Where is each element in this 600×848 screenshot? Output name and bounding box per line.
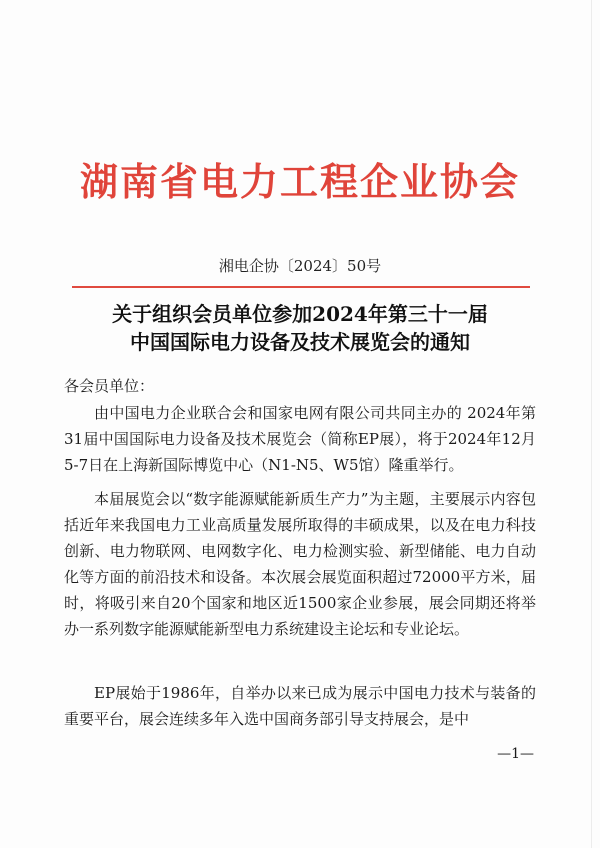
title-line-2: 中国国际电力设备及技术展览会的通知 xyxy=(130,330,470,354)
body-paragraph-1: 由中国电力企业联合会和国家电网有限公司共同主办的 2024年第31届中国国际电力设备及技术展览会（简称EP展），将于2024年12月5-7日在上海新国际博览中心（N1-N5、W5馆）隆重举行。 xyxy=(64,404,536,474)
body-paragraph-3: EP展始于1986年，自举办以来已成为展示中国电力技术与装备的重要平台，展会连续多年入选中国商务部引导支持展会，是中 xyxy=(64,684,536,728)
body-paragraph-2: 本届展览会以“数字能源赋能新质生产力”为主题，主要展示内容包括近年来我国电力工业高质量发展所取得的丰硕成果，以及在电力科技创新、电力物联网、电网数字化、电力检测实验、新型储能、电力自动化等方面的前沿技术和设备。本次展会展览面积超过72000平方米，届时，将吸引来自20个国家和地区近1500家企业参展，展会同期还将举办一系列数字能源赋能新型电力系统建设主论坛和专业论坛。 xyxy=(64,490,536,638)
page-edge xyxy=(591,0,592,848)
title-line-1: 关于组织会员单位参加2024年第三十一届 xyxy=(112,302,488,326)
notice-title xyxy=(0,300,600,356)
page-number: —1— xyxy=(497,746,534,762)
red-divider-line xyxy=(72,286,530,288)
organization-header: 湖南省电力工程企业协会 xyxy=(79,159,520,204)
document-number: 湘电企协〔2024〕50号 xyxy=(218,257,382,275)
salutation: 各会员单位： xyxy=(64,377,155,395)
